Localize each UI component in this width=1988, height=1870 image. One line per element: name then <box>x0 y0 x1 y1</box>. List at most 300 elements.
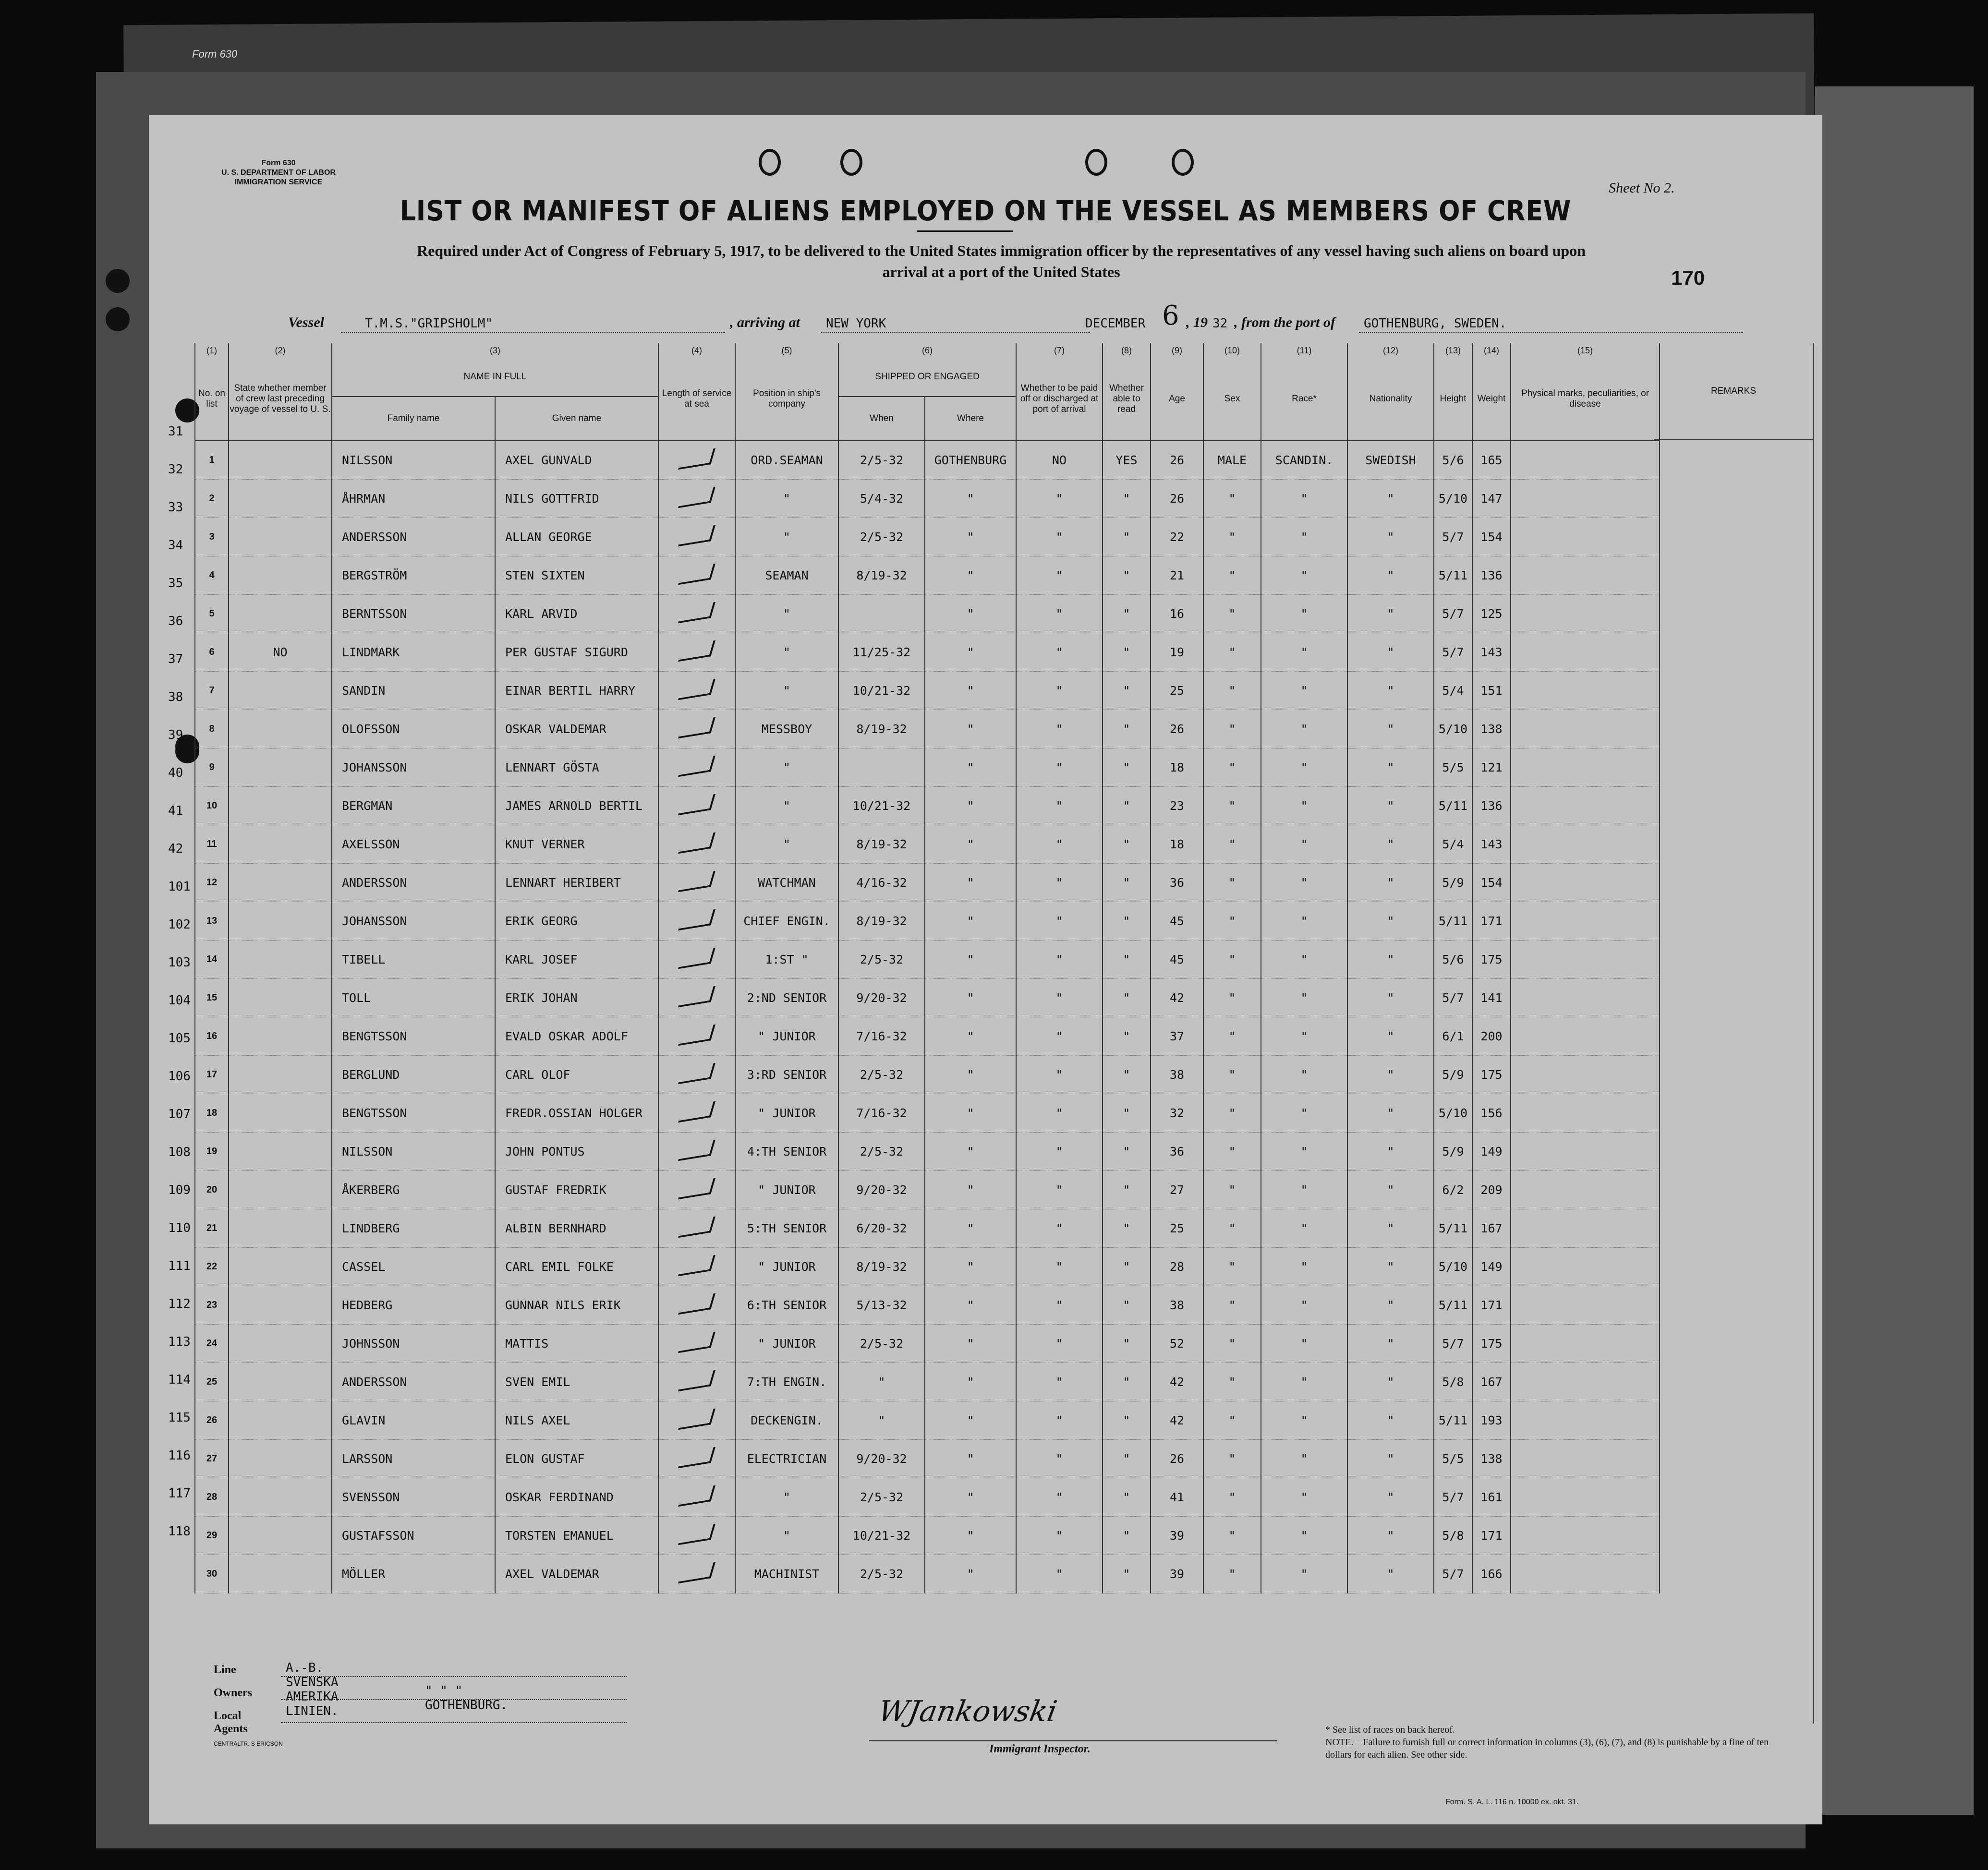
from-port: GOTHENBURG, SWEDEN. <box>1364 316 1507 331</box>
line-label: Line <box>214 1664 236 1676</box>
race: " <box>1261 864 1347 902</box>
paid-off: " <box>1016 518 1103 556</box>
row-number: 15 <box>195 979 229 1017</box>
age: 26 <box>1151 710 1203 748</box>
weight: 138 <box>1472 710 1511 748</box>
age: 26 <box>1151 1440 1203 1478</box>
length-of-service <box>658 672 735 710</box>
line-reference: 106 <box>168 1069 191 1084</box>
checkmark-icon <box>678 448 715 470</box>
header-position: Position in ship's company <box>735 358 838 441</box>
age: 32 <box>1151 1094 1203 1133</box>
able-to-read: " <box>1103 595 1151 633</box>
given-name: KARL ARVID <box>495 595 658 633</box>
given-name: AXEL VALDEMAR <box>495 1555 658 1593</box>
physical-marks <box>1511 1248 1660 1286</box>
row-number: 24 <box>195 1325 229 1363</box>
nationality: " <box>1347 864 1434 902</box>
height: 5/11 <box>1434 1209 1472 1248</box>
able-to-read: " <box>1103 825 1151 864</box>
race: " <box>1261 710 1347 748</box>
table-row <box>195 979 1660 1017</box>
colnum: (5) <box>735 343 838 358</box>
colnum: (9) <box>1151 343 1203 358</box>
height: 5/8 <box>1434 1517 1472 1555</box>
weight: 175 <box>1472 1056 1511 1094</box>
height: 5/5 <box>1434 1440 1472 1478</box>
given-name: PER GUSTAF SIGURD <box>495 633 658 672</box>
shipped-when: 8/19-32 <box>838 1248 925 1286</box>
physical-marks <box>1511 979 1660 1017</box>
page-title: LIST OR MANIFEST OF ALIENS EMPLOYED ON THE VESSEL AS MEMBERS OF CREW <box>400 194 1572 227</box>
physical-marks <box>1511 1363 1660 1401</box>
row-number: 6 <box>195 633 229 672</box>
sex: " <box>1203 787 1261 825</box>
able-to-read: " <box>1103 672 1151 710</box>
race: " <box>1261 556 1347 595</box>
line-reference: 114 <box>168 1373 191 1387</box>
age: 21 <box>1151 556 1203 595</box>
sex: " <box>1203 1094 1261 1133</box>
given-name: JOHN PONTUS <box>495 1133 658 1171</box>
physical-marks <box>1511 1209 1660 1248</box>
colnum: (2) <box>229 343 332 358</box>
position: ORD.SEAMAN <box>735 441 838 480</box>
shipped-when: 2/5-32 <box>838 441 925 480</box>
race: " <box>1261 1478 1347 1517</box>
height: 5/7 <box>1434 1555 1472 1593</box>
age: 52 <box>1151 1325 1203 1363</box>
family-name: GLAVIN <box>332 1401 495 1440</box>
line-reference: 41 <box>168 804 183 818</box>
nationality: " <box>1347 1555 1434 1593</box>
from-rule <box>1359 332 1743 333</box>
age: 42 <box>1151 979 1203 1017</box>
colnum: (8) <box>1103 343 1151 358</box>
paid-off: " <box>1016 1133 1103 1171</box>
position: MESSBOY <box>735 710 838 748</box>
row-number: 21 <box>195 1209 229 1248</box>
able-to-read: " <box>1103 1363 1151 1401</box>
shipped-when: 9/20-32 <box>838 1440 925 1478</box>
age: 45 <box>1151 941 1203 979</box>
family-name: SVENSSON <box>332 1478 495 1517</box>
weight: 151 <box>1472 672 1511 710</box>
row-number: 27 <box>195 1440 229 1478</box>
physical-marks <box>1511 902 1660 941</box>
race: " <box>1261 1209 1347 1248</box>
position: " <box>735 480 838 518</box>
table-row <box>195 556 1660 595</box>
able-to-read: " <box>1103 1517 1151 1555</box>
shipped-where: " <box>925 1401 1016 1440</box>
physical-marks <box>1511 864 1660 902</box>
state-whether <box>229 1017 332 1056</box>
height: 5/7 <box>1434 1478 1472 1517</box>
line-reference: 105 <box>168 1031 191 1046</box>
paid-off: " <box>1016 1325 1103 1363</box>
family-name: BERGMAN <box>332 787 495 825</box>
able-to-read: " <box>1103 480 1151 518</box>
table-row <box>195 1478 1660 1517</box>
table-row <box>195 825 1660 864</box>
weight: 193 <box>1472 1401 1511 1440</box>
position: " <box>735 825 838 864</box>
state-whether <box>229 441 332 480</box>
physical-marks <box>1511 556 1660 595</box>
weight: 167 <box>1472 1209 1511 1248</box>
checkmark-icon <box>678 1370 715 1391</box>
row-number: 16 <box>195 1017 229 1056</box>
able-to-read: YES <box>1103 441 1151 480</box>
row-number: 17 <box>195 1056 229 1094</box>
sex: " <box>1203 1517 1261 1555</box>
weight: 143 <box>1472 825 1511 864</box>
header-sex: Sex <box>1203 358 1261 441</box>
checkmark-icon <box>678 1062 715 1084</box>
owners-value: " " " GOTHENBURG. <box>425 1684 508 1713</box>
state-whether: NO <box>229 633 332 672</box>
race: " <box>1261 902 1347 941</box>
position: " <box>735 787 838 825</box>
shipped-when: 9/20-32 <box>838 1171 925 1209</box>
nationality: " <box>1347 1363 1434 1401</box>
age: 36 <box>1151 1133 1203 1171</box>
shipped-when: 2/5-32 <box>838 1555 925 1593</box>
signature-rule <box>869 1740 1277 1741</box>
physical-marks <box>1511 1171 1660 1209</box>
nationality: " <box>1347 1478 1434 1517</box>
header-age: Age <box>1151 358 1203 441</box>
nationality: " <box>1347 1094 1434 1133</box>
position: " <box>735 595 838 633</box>
able-to-read: " <box>1103 1171 1151 1209</box>
line-reference: 37 <box>168 652 183 666</box>
shipped-where: " <box>925 1133 1016 1171</box>
family-name: BENGTSSON <box>332 1094 495 1133</box>
physical-marks <box>1511 941 1660 979</box>
shipped-when: 5/4-32 <box>838 480 925 518</box>
nationality: " <box>1347 787 1434 825</box>
physical-marks <box>1511 595 1660 633</box>
port-rule <box>821 332 1090 333</box>
row-number: 8 <box>195 710 229 748</box>
family-name: BENGTSSON <box>332 1017 495 1056</box>
row-number: 18 <box>195 1094 229 1133</box>
able-to-read: " <box>1103 518 1151 556</box>
race: " <box>1261 1517 1347 1555</box>
position: " <box>735 672 838 710</box>
inspector-signature: WJankowski <box>875 1695 1060 1728</box>
shipped-where: " <box>925 902 1016 941</box>
shipped-when: 4/16-32 <box>838 864 925 902</box>
weight: 154 <box>1472 518 1511 556</box>
paid-off: " <box>1016 1555 1103 1593</box>
header-able-read: Whether able to read <box>1103 358 1151 441</box>
length-of-service <box>658 979 735 1017</box>
able-to-read: " <box>1103 710 1151 748</box>
sex: " <box>1203 1286 1261 1325</box>
given-name: LENNART GÖSTA <box>495 748 658 787</box>
table-row <box>195 902 1660 941</box>
height: 5/7 <box>1434 1325 1472 1363</box>
able-to-read: " <box>1103 633 1151 672</box>
paid-off: " <box>1016 1056 1103 1094</box>
state-whether <box>229 1056 332 1094</box>
given-name: ALBIN BERNHARD <box>495 1209 658 1248</box>
height: 6/1 <box>1434 1017 1472 1056</box>
vessel-name: T.M.S."GRIPSHOLM" <box>365 316 493 331</box>
position: CHIEF ENGIN. <box>735 902 838 941</box>
colnum: (4) <box>658 343 735 358</box>
printer-mark: CENTRALTR. S ERICSON <box>214 1740 283 1747</box>
able-to-read: " <box>1103 787 1151 825</box>
height: 5/7 <box>1434 633 1472 672</box>
weight: 143 <box>1472 633 1511 672</box>
shipped-where: " <box>925 864 1016 902</box>
vessel-rule <box>341 332 725 333</box>
given-name: CARL EMIL FOLKE <box>495 1248 658 1286</box>
length-of-service <box>658 1401 735 1440</box>
family-name: NILSSON <box>332 441 495 480</box>
paid-off: " <box>1016 633 1103 672</box>
length-of-service <box>658 1555 735 1593</box>
race: " <box>1261 1401 1347 1440</box>
paid-off: " <box>1016 1517 1103 1555</box>
binder-hole <box>1085 149 1107 176</box>
header-height: Height <box>1434 358 1472 441</box>
position: 7:TH ENGIN. <box>735 1363 838 1401</box>
given-name: ERIK JOHAN <box>495 979 658 1017</box>
able-to-read: " <box>1103 941 1151 979</box>
checkmark-icon <box>678 717 715 738</box>
row-number: 12 <box>195 864 229 902</box>
nationality: " <box>1347 1440 1434 1478</box>
weight: 121 <box>1472 748 1511 787</box>
age: 41 <box>1151 1478 1203 1517</box>
sex: " <box>1203 672 1261 710</box>
nationality: " <box>1347 1133 1434 1171</box>
checkmark-icon <box>678 1255 715 1276</box>
nationality: " <box>1347 825 1434 864</box>
state-whether <box>229 710 332 748</box>
table-row <box>195 633 1660 672</box>
age: 26 <box>1151 480 1203 518</box>
position: 6:TH SENIOR <box>735 1286 838 1325</box>
checkmark-icon <box>678 986 715 1007</box>
length-of-service <box>658 748 735 787</box>
sex: " <box>1203 1555 1261 1593</box>
height: 5/10 <box>1434 1094 1472 1133</box>
able-to-read: " <box>1103 1209 1151 1248</box>
table-row <box>195 1401 1660 1440</box>
family-name: ANDERSSON <box>332 864 495 902</box>
nationality: SWEDISH <box>1347 441 1434 480</box>
physical-marks <box>1511 1555 1660 1593</box>
weight: 149 <box>1472 1248 1511 1286</box>
state-whether <box>229 1133 332 1171</box>
line-reference: 35 <box>168 576 183 591</box>
length-of-service <box>658 556 735 595</box>
length-of-service <box>658 1017 735 1056</box>
colnum: (6) <box>838 343 1016 358</box>
height: 5/4 <box>1434 825 1472 864</box>
position: 4:TH SENIOR <box>735 1133 838 1171</box>
shipped-when: 8/19-32 <box>838 825 925 864</box>
position: 2:ND SENIOR <box>735 979 838 1017</box>
shipped-where: " <box>925 480 1016 518</box>
checkmark-icon <box>678 486 715 508</box>
table-row <box>195 1286 1660 1325</box>
sex: " <box>1203 1325 1261 1363</box>
line-reference: 118 <box>168 1524 191 1539</box>
row-number: 5 <box>195 595 229 633</box>
physical-marks <box>1511 672 1660 710</box>
race: " <box>1261 748 1347 787</box>
family-name: CASSEL <box>332 1248 495 1286</box>
position: " JUNIOR <box>735 1094 838 1133</box>
race: " <box>1261 1133 1347 1171</box>
position: 1:ST " <box>735 941 838 979</box>
height: 5/5 <box>1434 748 1472 787</box>
length-of-service <box>658 1209 735 1248</box>
paid-off: " <box>1016 825 1103 864</box>
given-name: KNUT VERNER <box>495 825 658 864</box>
shipped-when: 10/21-32 <box>838 787 925 825</box>
shipped-when: 7/16-32 <box>838 1017 925 1056</box>
given-name: ALLAN GEORGE <box>495 518 658 556</box>
state-whether <box>229 1517 332 1555</box>
position: " JUNIOR <box>735 1017 838 1056</box>
family-name: GUSTAFSSON <box>332 1517 495 1555</box>
checkmark-icon <box>678 794 715 815</box>
title-rule <box>917 230 1013 232</box>
shipped-where: " <box>925 633 1016 672</box>
nationality: " <box>1347 480 1434 518</box>
physical-marks <box>1511 1440 1660 1478</box>
nationality: " <box>1347 1401 1434 1440</box>
physical-marks <box>1511 441 1660 480</box>
weight: 200 <box>1472 1017 1511 1056</box>
table-row <box>195 1248 1660 1286</box>
position: " <box>735 518 838 556</box>
race: " <box>1261 1325 1347 1363</box>
race: " <box>1261 1171 1347 1209</box>
shipped-when: 2/5-32 <box>838 1325 925 1363</box>
arriving-port: NEW YORK <box>826 316 886 331</box>
table-row <box>195 748 1660 787</box>
height: 5/6 <box>1434 941 1472 979</box>
family-name: LARSSON <box>332 1440 495 1478</box>
physical-marks <box>1511 1401 1660 1440</box>
family-name: ANDERSSON <box>332 1363 495 1401</box>
given-name: ERIK GEORG <box>495 902 658 941</box>
header-given-name: Given name <box>495 397 658 441</box>
age: 38 <box>1151 1286 1203 1325</box>
shipped-where: " <box>925 518 1016 556</box>
paid-off: " <box>1016 480 1103 518</box>
state-whether <box>229 864 332 902</box>
table-row <box>195 1171 1660 1209</box>
colnum: (1) <box>195 343 229 358</box>
position: 3:RD SENIOR <box>735 1056 838 1094</box>
checkmark-icon <box>678 1216 715 1238</box>
age: 16 <box>1151 595 1203 633</box>
height: 5/11 <box>1434 1286 1472 1325</box>
shipped-when: 2/5-32 <box>838 1133 925 1171</box>
height: 5/11 <box>1434 902 1472 941</box>
paid-off: " <box>1016 941 1103 979</box>
sex: " <box>1203 825 1261 864</box>
table-row <box>195 864 1660 902</box>
shipped-where: " <box>925 825 1016 864</box>
race: SCANDIN. <box>1261 441 1347 480</box>
header-name-in-full: NAME IN FULL <box>332 358 658 397</box>
checkmark-icon <box>678 870 715 892</box>
shipped-where: " <box>925 1017 1016 1056</box>
row-number: 22 <box>195 1248 229 1286</box>
colnum: (14) <box>1472 343 1511 358</box>
weight: 166 <box>1472 1555 1511 1593</box>
height: 5/9 <box>1434 1133 1472 1171</box>
able-to-read: " <box>1103 748 1151 787</box>
shipped-where: GOTHENBURG <box>925 441 1016 480</box>
given-name: EINAR BERTIL HARRY <box>495 672 658 710</box>
table-row <box>195 1517 1660 1555</box>
shipped-when: " <box>838 1401 925 1440</box>
table-row <box>195 672 1660 710</box>
paid-off: " <box>1016 787 1103 825</box>
line-reference: 33 <box>168 500 183 515</box>
state-whether <box>229 518 332 556</box>
length-of-service <box>658 1094 735 1133</box>
binder-hole <box>759 149 781 176</box>
length-of-service <box>658 1248 735 1286</box>
header-physical: Physical marks, peculiarities, or disease <box>1511 358 1660 441</box>
position: SEAMAN <box>735 556 838 595</box>
paid-off: " <box>1016 902 1103 941</box>
given-name: NILS AXEL <box>495 1401 658 1440</box>
line-reference: 38 <box>168 690 183 704</box>
row-number: 29 <box>195 1517 229 1555</box>
shipped-when: " <box>838 1363 925 1401</box>
family-name: NILSSON <box>332 1133 495 1171</box>
family-name: MÖLLER <box>332 1555 495 1593</box>
checkmark-icon <box>678 1485 715 1507</box>
race: " <box>1261 518 1347 556</box>
row-number: 3 <box>195 518 229 556</box>
shipped-where: " <box>925 941 1016 979</box>
paid-off: " <box>1016 595 1103 633</box>
height: 5/4 <box>1434 672 1472 710</box>
age: 28 <box>1151 1248 1203 1286</box>
sex: MALE <box>1203 441 1261 480</box>
line-reference: 111 <box>168 1259 191 1273</box>
page-stamp-number: 170 <box>1671 266 1705 289</box>
binder-hole <box>1172 149 1194 176</box>
table-row <box>195 1555 1660 1593</box>
sex: " <box>1203 1171 1261 1209</box>
paid-off: " <box>1016 864 1103 902</box>
sex: " <box>1203 1209 1261 1248</box>
family-name: AXELSSON <box>332 825 495 864</box>
length-of-service <box>658 941 735 979</box>
checkmark-icon <box>678 1562 715 1583</box>
line-reference: 40 <box>168 766 183 780</box>
shipped-where: " <box>925 1555 1016 1593</box>
given-name: GUSTAF FREDRIK <box>495 1171 658 1209</box>
line-reference: 32 <box>168 462 183 477</box>
